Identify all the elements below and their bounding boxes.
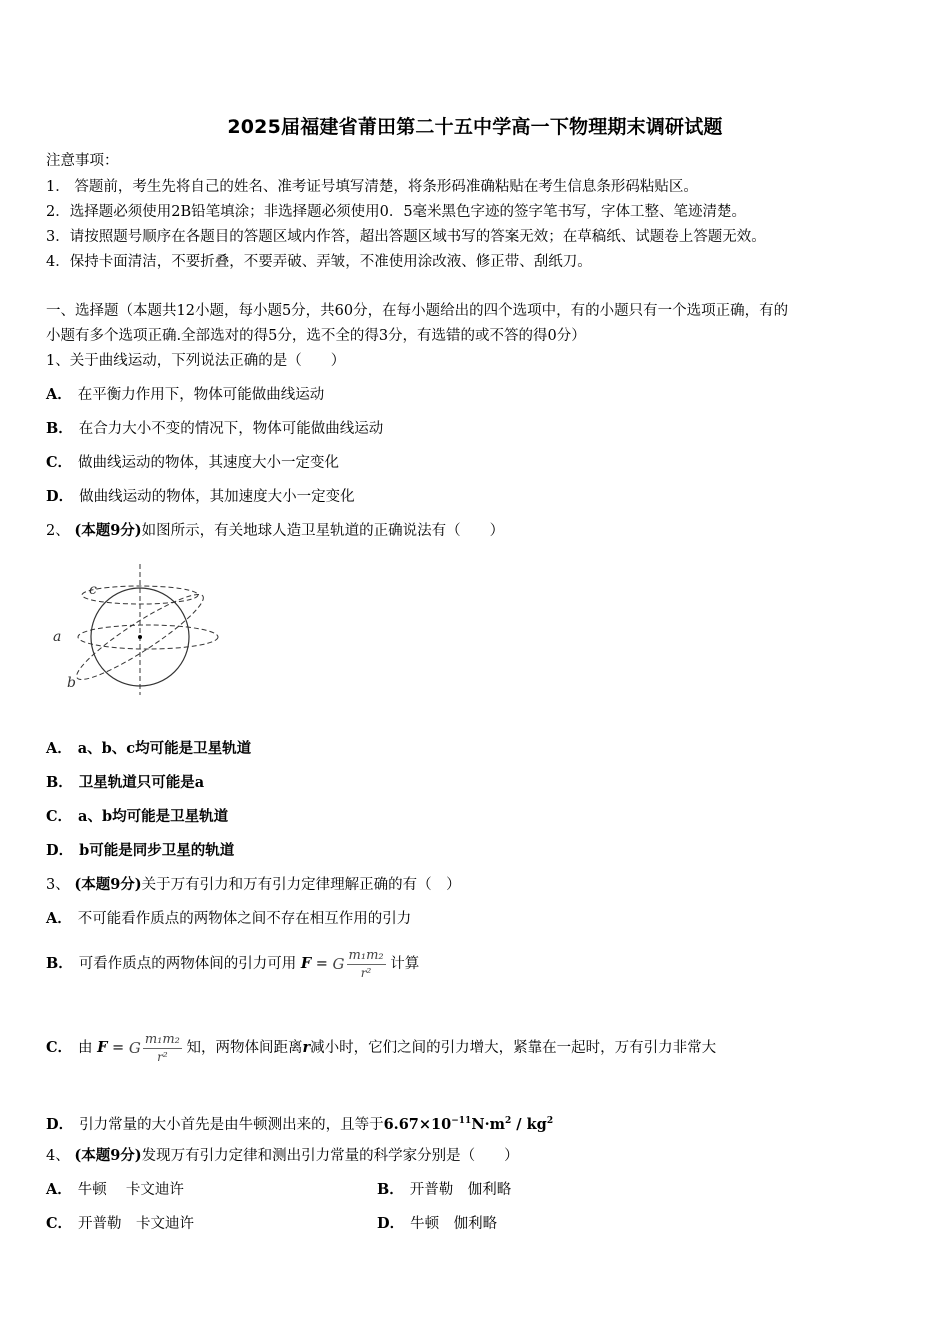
option-text-post: 计算 [390,956,420,972]
question-1-option-a [46,385,324,405]
option-text: 做曲线运动的物体，其速度大小一定变化 [78,455,340,471]
question-2-option-c [46,807,228,827]
option-letter: D． [46,1116,74,1133]
option-text: 开普勒 卡文迪许 [78,1216,195,1232]
unit-2-exponent: 2 [546,1116,554,1126]
question-2-stem [46,521,504,541]
option-text: 卫星轨道只可能是a [78,774,205,791]
question-3-option-c [46,1030,716,1066]
fraction-denominator: r² [360,965,372,980]
question-1-option-d [46,487,355,507]
option-letter: C． [46,1215,73,1232]
fraction-numerator: m₁m₂ [144,1031,180,1047]
option-text: 开普勒 伽利略 [409,1182,512,1198]
question-4-option-d [377,1214,497,1234]
option-text-pre: 由 [78,1040,93,1056]
question-4-option-c [46,1214,194,1234]
option-text: a、b、c均可能是卫星轨道 [77,740,252,757]
question-4-stem [46,1146,519,1166]
orbit-label-c: c [89,582,97,598]
question-3-stem [46,875,461,895]
force-symbol: F [300,955,312,972]
question-2-option-d [46,841,234,861]
option-letter: B． [46,955,73,972]
notice-heading: 注意事项： [46,153,119,169]
question-4-option-b [377,1180,511,1200]
option-letter: B． [377,1181,404,1198]
constant-unit: N·m [471,1116,505,1133]
option-text: 在合力大小不变的情况下，物体可能做曲线运动 [78,421,384,437]
option-letter: C． [46,454,73,471]
option-letter: D． [377,1215,405,1232]
question-3-option-d [46,1111,553,1135]
option-text: a、b均可能是卫星轨道 [78,808,229,825]
option-letter: C． [46,1039,73,1056]
question-3-option-b [46,946,419,982]
notice-item-2: 2．选择题必须使用2B铅笔填涂；非选择题必须使用0．5毫米黑色字迹的签字笔书写，字体工整、笔迹清楚。 [46,204,747,220]
option-text-post-2: 减小时，它们之间的引力增大，紧靠在一起时，万有引力非常大 [310,1040,717,1056]
notice-item-4: 4．保持卡面清洁，不要折叠，不要弄破、弄皱，不准使用涂改液、修正带、刮纸刀。 [46,254,592,270]
option-text-pre: 引力常量的大小首先是由牛顿测出来的，且等于 [79,1117,384,1133]
question-1-stem: 1、关于曲线运动，下列说法正确的是（ ） [46,353,346,369]
question-points: (本题9分) [74,1147,142,1164]
question-points: (本题9分) [74,522,142,539]
constant-exponent: −11 [451,1116,472,1126]
constant-value: 6.67×10 [383,1116,452,1133]
fraction-numerator: m₁m₂ [348,947,384,963]
option-text-post-1: 知，两物体间距离 [186,1040,303,1056]
notice-item-1: 1． 答题前，考生先将自己的姓名、准考证号填写清楚，将条形码准确粘贴在考生信息条形码粘贴区。 [46,179,698,195]
option-letter: B． [46,420,73,437]
question-4-option-a [46,1180,184,1200]
question-text: 关于万有引力和万有引力定律理解正确的有（ ） [141,877,461,893]
section-instructions-line-2: 小题有多个选项正确.全部选对的得5分，选不全的得3分，有选错的或不答的得0分） [46,328,586,344]
question-number: 4、 [46,1148,70,1164]
notice-item-3: 3．请按照题号顺序在各题目的答题区域内作答，超出答题区域书写的答案无效；在草稿纸、试题卷上答题无效。 [46,229,766,245]
equals-sign: = [107,1040,129,1056]
question-3-option-a [46,909,411,929]
constant-unit-2: / kg [511,1116,547,1133]
gravitational-constant-symbol: G [128,1039,141,1057]
force-symbol: F [97,1039,108,1056]
question-points: (本题9分) [74,876,142,893]
option-letter: C． [46,808,73,825]
satellite-orbit-figure [48,560,228,695]
option-letter: D． [46,488,74,505]
question-2-option-a [46,739,251,759]
option-text: 牛顿 伽利略 [410,1216,498,1232]
equals-sign: = [311,956,333,972]
gravity-formula-fraction [143,1032,182,1065]
question-2-option-b [46,773,204,793]
option-letter: B． [46,774,73,791]
question-1-option-b [46,419,383,439]
question-text: 如图所示，有关地球人造卫星轨道的正确说法有（ ） [141,523,505,539]
orbit-label-a: a [53,629,62,645]
orbit-label-b: b [67,675,76,691]
option-letter: A． [46,740,72,757]
question-text: 发现万有引力定律和测出引力常量的科学家分别是（ ） [141,1148,519,1164]
option-text: 做曲线运动的物体，其加速度大小一定变化 [79,489,355,505]
option-letter: A． [46,1181,72,1198]
option-text: 不可能看作质点的两物体之间不存在相互作用的引力 [77,911,412,927]
option-text: 在平衡力作用下，物体可能做曲线运动 [77,387,325,403]
question-number: 2、 [46,523,70,539]
earth-center-dot [138,635,142,639]
exam-title: 2025届福建省莆田第二十五中学高一下物理期末调研试题 [227,116,723,138]
question-number: 3、 [46,877,70,893]
fraction-denominator: r² [157,1049,168,1064]
distance-symbol: r [302,1039,311,1056]
option-text: b可能是同步卫星的轨道 [79,842,235,859]
question-1-option-c [46,453,339,473]
option-letter: A． [46,386,72,403]
option-letter: A． [46,910,72,927]
gravity-formula-fraction [347,948,386,981]
gravitational-constant-symbol: G [332,955,345,973]
option-text-pre: 可看作质点的两物体间的引力可用 [78,956,297,972]
unit-exponent: 2 [504,1116,512,1126]
option-text: 牛顿 卡文迪许 [77,1182,184,1198]
section-instructions-line-1: 一、选择题（本题共12小题，每小题5分，共60分，在每小题给出的四个选项中，有的小题只有一个选项正确，有的 [46,303,789,319]
orbit-a [78,625,218,649]
option-letter: D． [46,842,74,859]
